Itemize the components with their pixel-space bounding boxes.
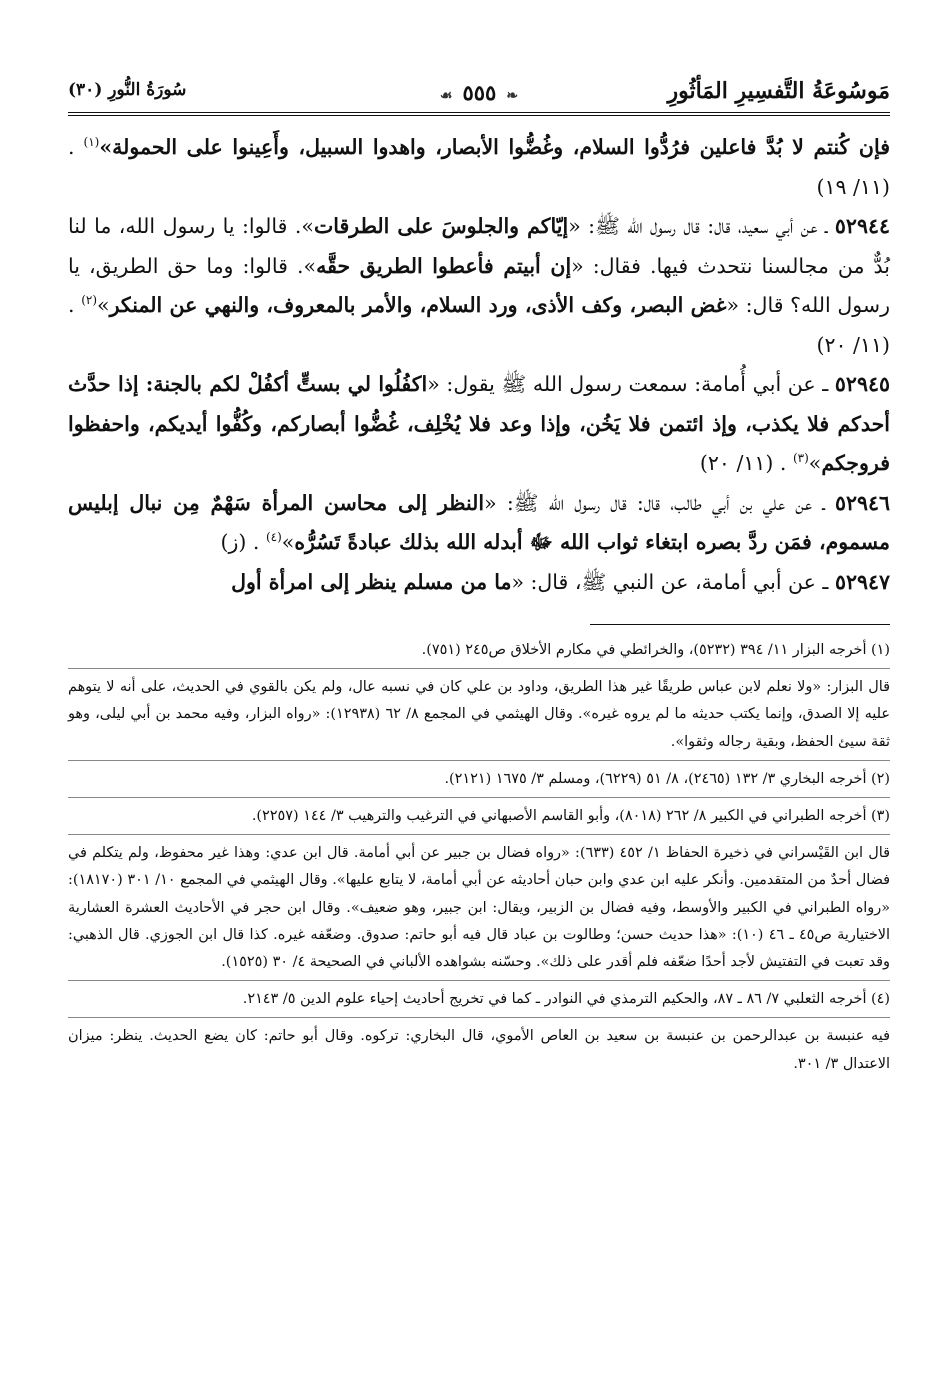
narration: ـ عن أبي سعيد، قال: قال رسول الله ﷺ: «	[568, 214, 835, 238]
footnote-separator	[68, 797, 890, 798]
page-number-value: ٥٥٥	[462, 80, 497, 105]
narration: ـ عن علي بن أبي طالب، قال: قال رسول الله ﷺ: «	[484, 490, 835, 515]
footnote-separator	[68, 980, 890, 981]
footnote-separator	[68, 668, 890, 669]
main-text	[68, 128, 890, 602]
hadith-number: ٥٢٩٤٦	[834, 490, 891, 515]
hadith-quote: النظر إلى محاسن المرأة سَهْمٌ مِن نبال إبليس مسموم، فمَن ردَّ بصره ابتغاء ثواب الله ﷻ أبدله الله بذلك عبادةً تَسُرُّه	[68, 490, 890, 554]
narration: ». قالوا: وما حق الطريق، يا رسول الله؟ قال: «	[68, 253, 890, 317]
footnote-ref[interactable]: (٢)	[81, 293, 98, 308]
hadith-number: ٥٢٩٤٤	[834, 214, 890, 238]
page-header	[68, 70, 890, 112]
footnote-ref[interactable]: (٤)	[265, 530, 282, 545]
footnote-ref[interactable]: (٣)	[792, 451, 809, 466]
narration: ـ عن أبي أُمامة: سمعت رسول الله ﷺ يقول: «	[427, 372, 835, 396]
narration: ». قالوا: يا رسول الله، ما لنا بُدٌّ من مجالسنا نتحدث فيها. فقال: «	[68, 214, 891, 278]
footnote-1-note: قال البزار: «ولا نعلم لابن عباس طريقًا غير هذا الطريق، وداود بن علي كان في نسبه عال، ولم يكن بالقوي في الحديث، على أنه لا يتوهم عليه إلا الصدق، وإنما يكتب حديثه ما لم يروه غيره». وقال الهيثمي في المجمع ٨/ ٦٢ (١٢٩٣٨): «رواه البزار، وفيه محمد بن أبي ليلى، وهو ثقة سيئ الحفظ، وبقية رجاله وثقوا».	[68, 679, 890, 750]
book-page	[68, 70, 890, 1078]
quote-close: »	[808, 451, 822, 475]
footnote-separator	[68, 760, 890, 761]
footnote-4-note: فيه عنبسة بن عبدالرحمن بن عنبسة بن سعيد بن العاص الأموي، قال البخاري: تركوه. وقال أبو حاتم: كان يضع الحديث. ينظر: ميزان الاعتدال ٣/ ٣٠١.	[68, 1028, 890, 1072]
ornament-right-icon: ☙	[439, 88, 453, 104]
hadith-quote: إيّاكم والجلوسَ على الطرقات	[313, 214, 569, 238]
hadith-52946	[68, 484, 890, 563]
quote-close: »	[97, 293, 110, 317]
hadith-quote: غض البصر، وكف الأذى، ورد السلام، والأمر بالمعروف، والنهي عن المنكر	[109, 293, 727, 317]
volume-ref: . (١١/ ٢٠)	[68, 293, 890, 357]
book-title: مَوسُوعَةُ التَّفسِيرِ المَأثُورِ	[667, 78, 890, 104]
footnote-3-note: قال ابن القَيْسراني في ذخيرة الحفاظ ١/ ٤٥٢ (٦٣٣): «رواه فضال بن جبير عن أبي أمامة. قال ابن عدي: وهذا غير محفوظ، ولم يتكلم في فضال أحدٌ من المتقدمين. وأنكر عليه ابن عدي وابن حبان أحاديثه عن أبي أمامة، لا يتابع عليها». وقال الهيثمي في المجمع ١٠/ ٣٠١ (١٨١٧٠): «رواه الطبراني في الكبير والأوسط، وفيه فضال بن الزبير، ويقال: ابن جبير، وهو ضعيف». وقال ابن حجر في الأحاديث العشرة العشارية الاختيارية ص٤٥ ـ ٤٦ (١٠): «هذا حديث حسن؛ وطالوت بن عباد قال فيه أبو حاتم: صدوق. وضعّفه غيره. كذا قال ابن الجوزي. قال الذهبي: وقد تعبت في التفتيش لأجد أحدًا ضعّفه فلم أقدر على ذلك». وحسّنه بشواهده الألباني في الصحيحة ٤/ ٣٠ (١٥٢٥).	[68, 845, 890, 971]
hadith-quote: إن أبيتم فأعطوا الطريق حقَّه	[316, 253, 572, 278]
header-rule	[68, 112, 890, 116]
footnotes	[68, 637, 890, 1078]
volume-ref: . (١١/ ١٩)	[68, 135, 890, 199]
footnote-1: (١) أخرجه البزار ١١/ ٣٩٤ (٥٢٣٢)، والخرائطي في مكارم الأخلاق ص٢٤٥ (٧٥١).	[421, 642, 890, 658]
hadith-number: ٥٢٩٤٥	[834, 372, 890, 396]
ornament-left-icon: ❧	[506, 88, 519, 104]
hadith-quote: ما من مسلم ينظر إلى امرأة أول	[231, 569, 512, 594]
hadith-52945	[68, 365, 890, 484]
volume-ref: . (ز)	[220, 530, 266, 554]
footnote-separator	[68, 834, 890, 835]
hadith-number: ٥٢٩٤٧	[834, 569, 890, 594]
footnote-4: (٤) أخرجه الثعلبي ٧/ ٨٦ ـ ٨٧، والحكيم الترمذي في النوادر ـ كما في تخريج أحاديث إحياء علوم الدين ٥/ ٢١٤٣.	[242, 991, 890, 1008]
narration: ـ عن أبي أمامة، عن النبي ﷺ، قال: «	[511, 569, 835, 594]
footnote-3: (٣) أخرجه الطبراني في الكبير ٨/ ٢٦٢ (٨٠١٨)، وأبو القاسم الأصبهاني في الترغيب والترهيب ٣/ ١٤٤ (٢٢٥٧).	[251, 808, 890, 825]
hadith-52944	[68, 207, 890, 365]
footnote-2: (٢) أخرجه البخاري ٣/ ١٣٢ (٢٤٦٥)، ٨/ ٥١ (٦٢٢٩)، ومسلم ٣/ ١٦٧٥ (٢١٢١).	[444, 770, 890, 787]
hadith-52947	[68, 563, 890, 603]
volume-ref: . (١١/ ٢٠)	[699, 451, 793, 475]
paragraph-continued	[68, 128, 890, 207]
surah-name: سُورَةُ النُّورِ (٣٠)	[68, 80, 187, 100]
quote-close: »	[281, 530, 295, 554]
page-number	[430, 80, 528, 105]
footnote-divider	[590, 624, 890, 625]
hadith-quote: اكفُلُوا لي بستٍّ أكفُلْ لكم بالجنة: إذا حدَّث أحدكم فلا يكذب، وإذ ائتمن فلا يَخُن، وإذا وعد فلا يُخْلِف، غُضُّوا أبصاركم، وكُفُّوا أيديكم، واحفظوا فروجكم	[68, 372, 890, 475]
hadith-quote: فإن كُنتم لا بُدَّ فاعلين فرُدُّوا السلام، وغُضُّوا الأبصار، واهدوا السبيل، وأَعِينوا على الحمولة»	[99, 135, 890, 159]
footnote-ref[interactable]: (١)	[83, 135, 100, 150]
footnote-separator	[68, 1017, 890, 1018]
